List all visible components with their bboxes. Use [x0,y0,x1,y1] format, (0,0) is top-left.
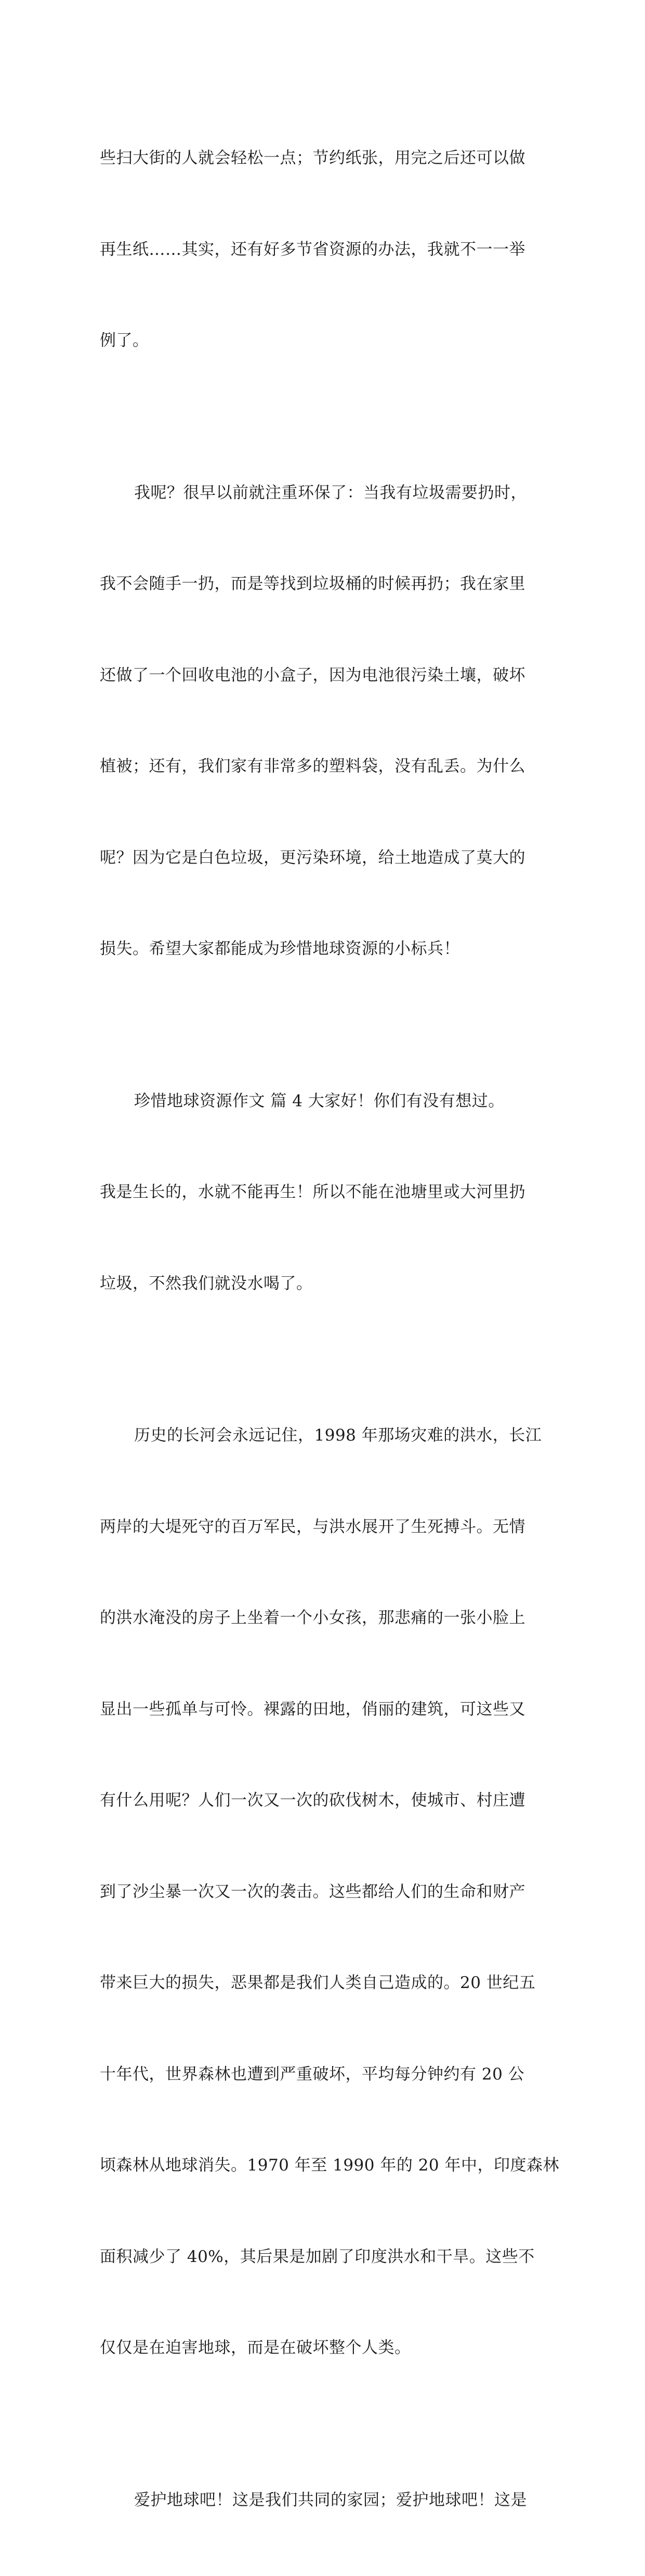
text-line: 我呢？很早以前就注重环保了：当我有垃圾需要扔时， [100,478,557,508]
text-line: 植被；还有，我们家有非常多的塑料袋，没有乱丢。为什么 [100,751,557,782]
text-line: 再生纸……其实，还有好多节省资源的办法，我就不一一举 [100,234,557,265]
text-line: 我是生长的，水就不能再生！所以不能在池塘里或大河里扔 [100,1177,557,1208]
paragraph [100,82,557,417]
text-line: 的洪水淹没的房子上坐着一个小女孩，那悲痛的一张小脸上 [100,1603,557,1633]
text-line: 些扫大街的人就会轻松一点；节约纸张，用完之后还可以做 [100,143,557,174]
paragraph [100,1025,557,1360]
text-line: 顷森林从地球消失。1970 年至 1990 年的 20 年中，印度森林 [100,2150,557,2181]
text-line: 呢？因为它是白色垃圾，更污染环境，给土地造成了莫大的 [100,843,557,873]
text-line: 两岸的大堤死守的百万军民，与洪水展开了生死搏斗。无情 [100,1512,557,1542]
text-line: 显出一些孤单与可怜。裸露的田地，俏丽的建筑，可这些又 [100,1694,557,1725]
text-line: 我不会随手一扔，而是等找到垃圾桶的时候再扔；我在家里 [100,569,557,599]
text-line: 仅仅是在迫害地球，而是在破坏整个人类。 [100,2333,557,2363]
paragraph [100,417,557,1025]
text-line: 十年代，世界森林也遭到严重破坏，平均每分钟约有 20 公 [100,2059,557,2090]
text-line: 历史的长河会永远记住，1998 年那场灾难的洪水，长江 [100,1420,557,1451]
text-line: 到了沙尘暴一次又一次的袭击。这些都给人们的生命和财产 [100,1877,557,1907]
text-line: 有什么用呢？人们一次又一次的砍伐树木，使城市、村庄遭 [100,1785,557,1816]
text-line: 垃圾，不然我们就没水喝了。 [100,1269,557,1299]
paragraph [100,1359,557,2424]
section-heading-line: 珍惜地球资源作文 篇 4 大家好！你们有没有想过。 [100,1086,557,1117]
text-line: 面积减少了 40%，其后果是加剧了印度洪水和干旱。这些不 [100,2242,557,2272]
body-text [100,82,557,2576]
paragraph [100,2424,557,2576]
text-line: 还做了一个回收电池的小盒子，因为电池很污染土壤，破坏 [100,660,557,691]
text-line: 带来巨大的损失，恶果都是我们人类自己造成的。20 世纪五 [100,1968,557,1998]
document-page [0,0,645,912]
text-line: 例了。 [100,325,557,356]
text-line: 损失。希望大家都能成为珍惜地球资源的小标兵！ [100,934,557,964]
text-line: 爱护地球吧！这是我们共同的家园；爱护地球吧！这是 [100,2485,557,2516]
